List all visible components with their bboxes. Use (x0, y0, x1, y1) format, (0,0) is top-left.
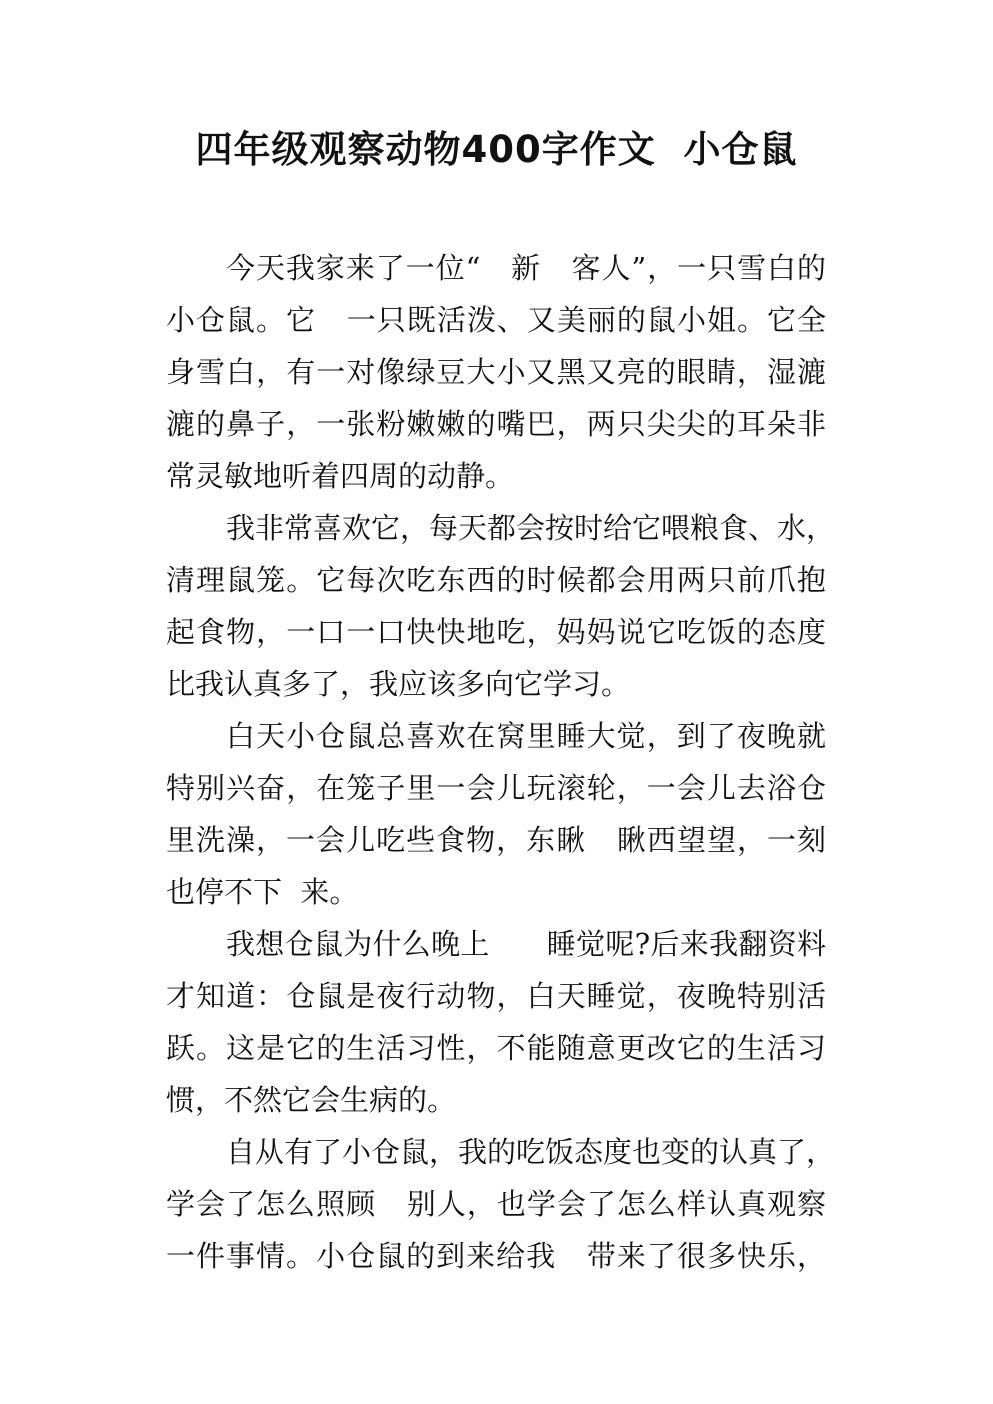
paragraph-3-line: 白天小仓鼠总喜欢在窝里睡大觉，到了夜晚就 (226, 719, 826, 753)
paragraph-2-line: 起食物，一口一口快快地吃，妈妈说它吃饭的态度 (166, 615, 826, 649)
document-title: 四年级观察动物400字作文 小仓鼠 (195, 128, 798, 171)
paragraph-4-line: 跃。这是它的生活习性，不能随意更改它的生活习 (166, 1031, 826, 1065)
paragraph-1-line: 漉的鼻子，一张粉嫩嫩的嘴巴，两只尖尖的耳朵非 (166, 407, 826, 441)
paragraph-4-line: 我想仓鼠为什么晚上 睡觉呢?后来我翻资料 (226, 927, 826, 961)
paragraph-2-line: 我非常喜欢它，每天都会按时给它喂粮食、水， (226, 511, 836, 545)
paragraph-3-line: 特别兴奋，在笼子里一会儿玩滚轮，一会儿去浴仓 (166, 771, 826, 805)
paragraph-4-line: 才知道：仓鼠是夜行动物，白天睡觉，夜晚特别活 (166, 979, 826, 1013)
paragraph-1-line: 小仓鼠。它 一只既活泼、又美丽的鼠小姐。它全 (166, 303, 826, 337)
paragraph-3-line: 里洗澡，一会儿吃些食物，东瞅 瞅西望望，一刻 (166, 823, 826, 857)
paragraph-2-line: 比我认真多了，我应该多向它学习。 (166, 667, 631, 701)
paragraph-1-line: 常灵敏地听着四周的动静。 (166, 459, 515, 493)
paragraph-2-line: 清理鼠笼。它每次吃东西的时候都会用两只前爪抱 (166, 563, 826, 597)
paragraph-1-line: 今天我家来了一位“ 新 客人”，一只雪白的 (226, 251, 826, 285)
paragraph-5-line: 自从有了小仓鼠，我的吃饭态度也变的认真了， (226, 1135, 836, 1169)
paragraph-4-line: 惯，不然它会生病的。 (166, 1083, 457, 1117)
paragraph-3-line: 也停不下 来。 (166, 875, 359, 909)
paragraph-5-line: 学会了怎么照顾 别人，也学会了怎么样认真观察 (166, 1187, 826, 1221)
paragraph-5-line: 一件事情。小仓鼠的到来给我 带来了很多快乐， (166, 1239, 826, 1273)
paragraph-1-line: 身雪白，有一对像绿豆大小又黑又亮的眼睛，湿漉 (166, 355, 826, 389)
